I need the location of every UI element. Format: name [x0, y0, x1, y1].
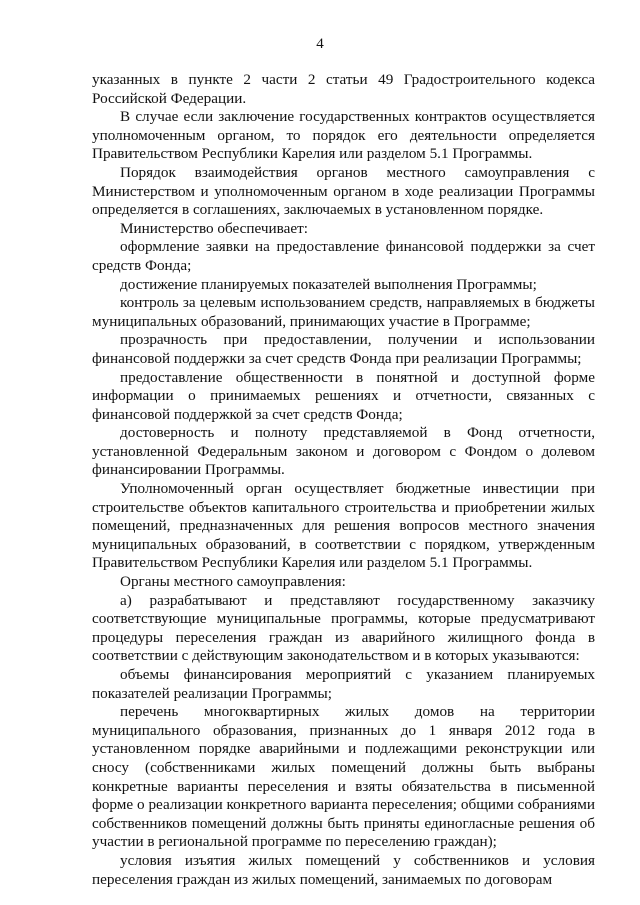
paragraph: В случае если заключение государственных контрактов осуществляется уполномоченным органом, то порядок его деятельности определяется Правительством Республики Карелия или разделом 5.1 Программы. [92, 108, 595, 163]
paragraph: контроль за целевым использованием средств, направляемых в бюджеты муниципальных образований, принимающих участие в Программе; [92, 294, 595, 330]
paragraph: перечень многоквартирных жилых домов на территории муниципального образования, признанных до 1 января 2012 года в установленном порядке аварийными и подлежащими реконструкции или сносу (собственниками жилых помещений должны быть выбраны конкретные варианты переселения и взяты обязательства в письменной форме о реализации конкретного варианта переселения; общими собраниями собственников помещений должны быть приняты единогласные решения об участии в региональной программе по переселению граждан); [92, 703, 595, 851]
paragraph: Органы местного самоуправления: [120, 573, 346, 591]
paragraph: Министерство обеспечивает: [120, 219, 308, 237]
paragraph: прозрачность при предоставлении, получении и использовании финансовой поддержки за счет средств Фонда при реализации Программы; [92, 331, 595, 367]
paragraph: указанных в пункте 2 части 2 статьи 49 Градостроительного кодекса Российской Федерации. [92, 71, 595, 107]
paragraph: достоверность и полноту представляемой в Фонд отчетности, установленной Федеральным законом и договором с Фондом о долевом финансировании Программы. [92, 424, 595, 479]
paragraph: условия изъятия жилых помещений у собственников и условия переселения граждан из жилых помещений, занимаемых по договорам [92, 851, 595, 888]
paragraph: достижение планируемых показателей выполнения Программы; [120, 275, 537, 293]
paragraph: предоставление общественности в понятной и доступной форме информации о принимаемых решениях и отчетности, связанных с финансовой поддержкой за счет средств Фонда; [92, 368, 595, 423]
paragraph: Уполномоченный орган осуществляет бюджетные инвестиции при строительстве объектов капитального строительства и приобретении жилых помещений, предназначенных для решения вопросов местного значения муниципальных образований, в соответствии с порядком, утвержденным Правительством Республики Карелия или разделом 5.1 Программы. [92, 480, 595, 572]
document-body [92, 71, 595, 889]
page-number: 4 [316, 36, 324, 52]
paragraph: Порядок взаимодействия органов местного самоуправления с Министерством и уполномоченным органом в ходе реализации Программы определяется в соглашениях, заключаемых в установленном порядке. [92, 163, 595, 219]
paragraph: оформление заявки на предоставление финансовой поддержки за счет средств Фонда; [92, 238, 595, 274]
paragraph: объемы финансирования мероприятий с указанием планируемых показателей реализации Программы; [92, 666, 595, 702]
paragraph: а) разрабатывают и представляют государственному заказчику соответствующие муниципальные программы, которые предусматривают процедуры переселения граждан из аварийного жилищного фонда в соответствии с действующим законодательством и в которых указываются: [92, 591, 595, 665]
